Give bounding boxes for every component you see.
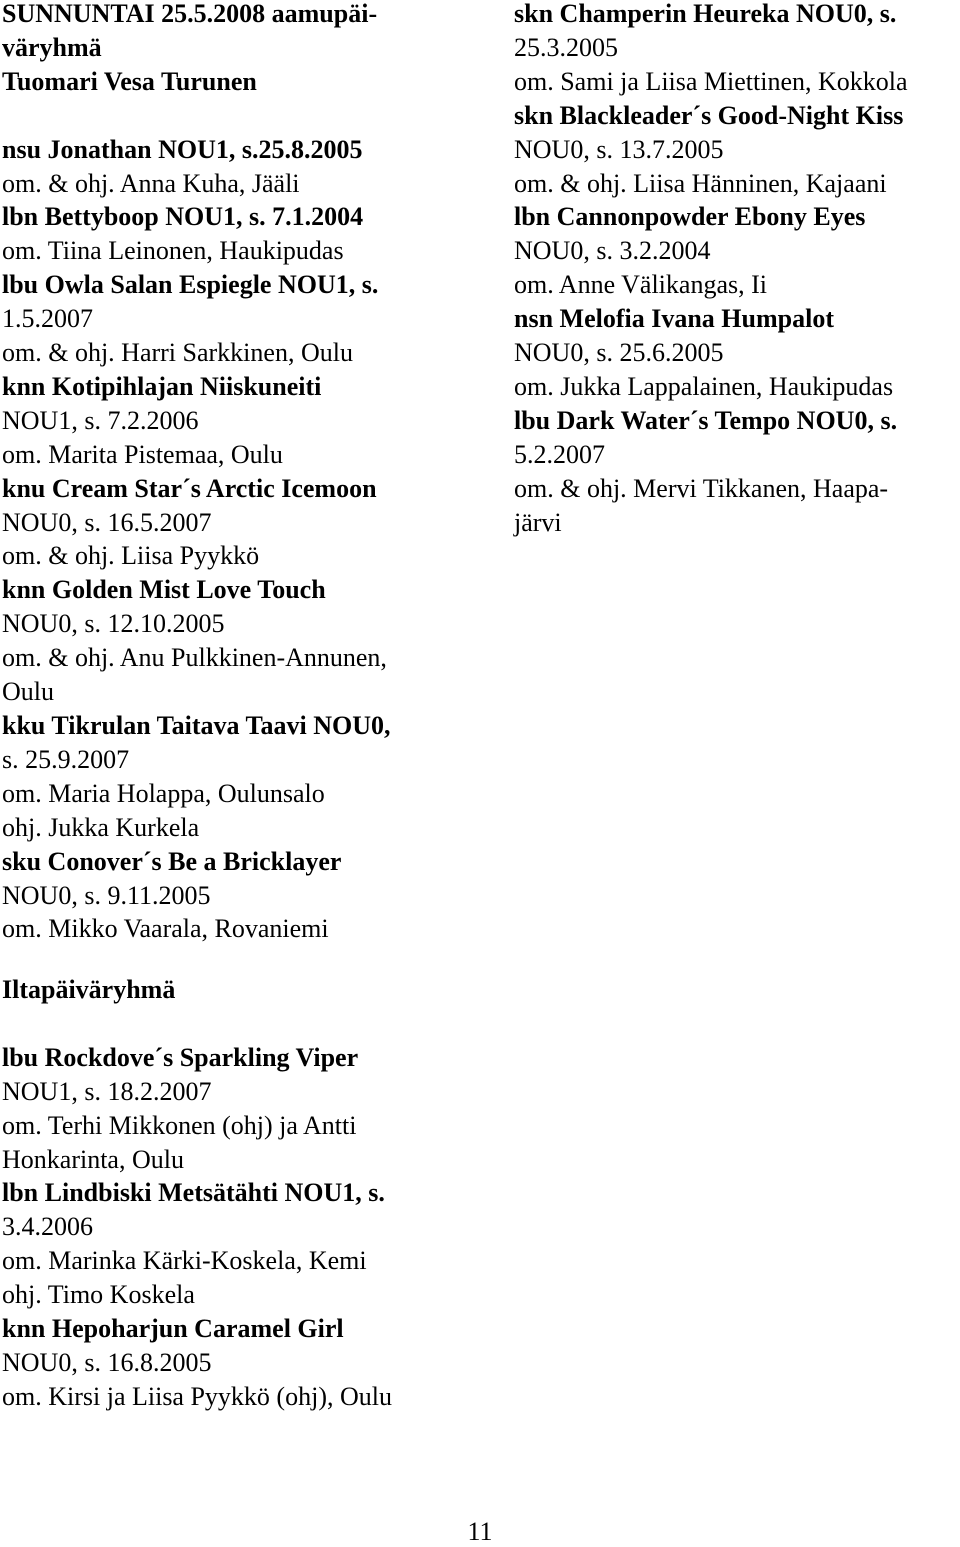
right-column — [514, 0, 960, 540]
entry-heading-line: knn Kotipihlajan Niiskuneiti — [2, 371, 322, 401]
entry-detail-line: NOU0, s. 13.7.2005 — [514, 134, 724, 164]
entry-detail-line: om. & ohj. Anna Kuha, Jääli — [2, 168, 300, 198]
entry-detail-line: om. Maria Holappa, Oulunsalo — [2, 778, 325, 808]
entry-detail-line: om. Marita Pistemaa, Oulu — [2, 439, 283, 469]
entry-heading-line: knn Hepoharjun Caramel Girl — [2, 1314, 344, 1344]
entry-detail-line: om. Tiina Leinonen, Haukipudas — [2, 236, 344, 266]
entry-heading-line: lbu Dark Water´s Tempo NOU0, s. — [514, 405, 898, 435]
entry-detail-line: s. 25.9.2007 — [2, 744, 130, 774]
entry-heading-line: kku Tikrulan Taitava Taavi NOU0, — [2, 711, 391, 741]
entry-detail-line: NOU0, s. 3.2.2004 — [514, 236, 711, 266]
entry-detail-line — [2, 99, 472, 133]
entry-detail-line: ohj. Timo Koskela — [2, 1280, 195, 1310]
entry-heading-line: lbn Bettyboop NOU1, s. 7.1.2004 — [2, 202, 364, 232]
entry-detail-line: om. Kirsi ja Liisa Pyykkö (ohj), Oulu — [2, 1381, 392, 1411]
entry-detail-line: Honkarinta, Oulu — [2, 1144, 184, 1174]
entry-detail-line: NOU0, s. 16.8.2005 — [2, 1347, 212, 1377]
entry-heading-line: nsn Melofia Ivana Humpalot — [514, 304, 834, 334]
entry-detail-line: om. Jukka Lappalainen, Haukipudas — [514, 371, 894, 401]
entry-detail-line: om. & ohj. Harri Sarkkinen, Oulu — [2, 338, 353, 368]
entry-detail-line: NOU0, s. 12.10.2005 — [2, 609, 225, 639]
entry-heading-line: nsu Jonathan NOU1, s.25.8.2005 — [2, 134, 363, 164]
entry-heading-line: Iltapäiväryhmä — [2, 975, 176, 1004]
entry-detail-line: om. Anne Välikangas, Ii — [514, 270, 767, 300]
entry-heading-line: SUNNUNTAI 25.5.2008 aamupäi- — [2, 0, 378, 28]
entry-detail-line: om. & ohj. Liisa Pyykkö — [2, 541, 260, 571]
entry-detail-line: om. Terhi Mikkonen (ohj) ja Antti — [2, 1110, 357, 1140]
entry-heading-line: lbn Cannonpowder Ebony Eyes — [514, 202, 866, 232]
entry-heading-line: väryhmä — [2, 32, 102, 62]
entry-detail-line: om. Sami ja Liisa Miettinen, Kokkola — [514, 66, 908, 96]
entry-heading-line: skn Blackleader´s Good-Night Kiss — [514, 100, 904, 130]
afternoon-group-column — [2, 973, 472, 1414]
entry-detail-line — [2, 1007, 472, 1041]
entry-heading-line: lbn Lindbiski Metsätähti NOU1, s. — [2, 1178, 385, 1208]
page-number: 11 — [467, 1517, 493, 1546]
entry-detail-line: om. & ohj. Liisa Hänninen, Kajaani — [514, 168, 887, 198]
entry-heading-line: Tuomari Vesa Turunen — [2, 66, 257, 96]
entry-detail-line: ohj. Jukka Kurkela — [2, 812, 200, 842]
entry-detail-line: om. Mikko Vaarala, Rovaniemi — [2, 914, 329, 944]
entry-heading-line: skn Champerin Heureka NOU0, s. — [514, 0, 897, 28]
entry-heading-line: lbu Rockdove´s Sparkling Viper — [2, 1042, 359, 1072]
entry-detail-line: NOU1, s. 7.2.2006 — [2, 405, 199, 435]
entry-detail-line: Oulu — [2, 677, 54, 707]
entry-detail-line: NOU0, s. 9.11.2005 — [2, 880, 211, 910]
entry-detail-line: 5.2.2007 — [514, 439, 605, 469]
entry-heading-line: knn Golden Mist Love Touch — [2, 575, 326, 605]
entry-heading-line: sku Conover´s Be a Bricklayer — [2, 846, 342, 876]
entry-detail-line: NOU0, s. 16.5.2007 — [2, 507, 212, 537]
entry-detail-line: NOU1, s. 18.2.2007 — [2, 1076, 212, 1106]
entry-detail-line: 3.4.2006 — [2, 1212, 93, 1242]
entry-detail-line: 1.5.2007 — [2, 304, 93, 334]
entry-detail-line: NOU0, s. 25.6.2005 — [514, 338, 724, 368]
entry-detail-line: om. & ohj. Mervi Tikkanen, Haapa- — [514, 473, 889, 503]
entry-heading-line: lbu Owla Salan Espiegle NOU1, s. — [2, 270, 379, 300]
entry-detail-line: 25.3.2005 — [514, 32, 618, 62]
left-column — [2, 0, 472, 946]
entry-heading-line: knu Cream Star´s Arctic Icemoon — [2, 473, 377, 503]
entry-detail-line: om. Marinka Kärki-Koskela, Kemi — [2, 1246, 367, 1276]
entry-detail-line: järvi — [514, 507, 562, 537]
entry-detail-line: om. & ohj. Anu Pulkkinen-Annunen, — [2, 643, 387, 673]
